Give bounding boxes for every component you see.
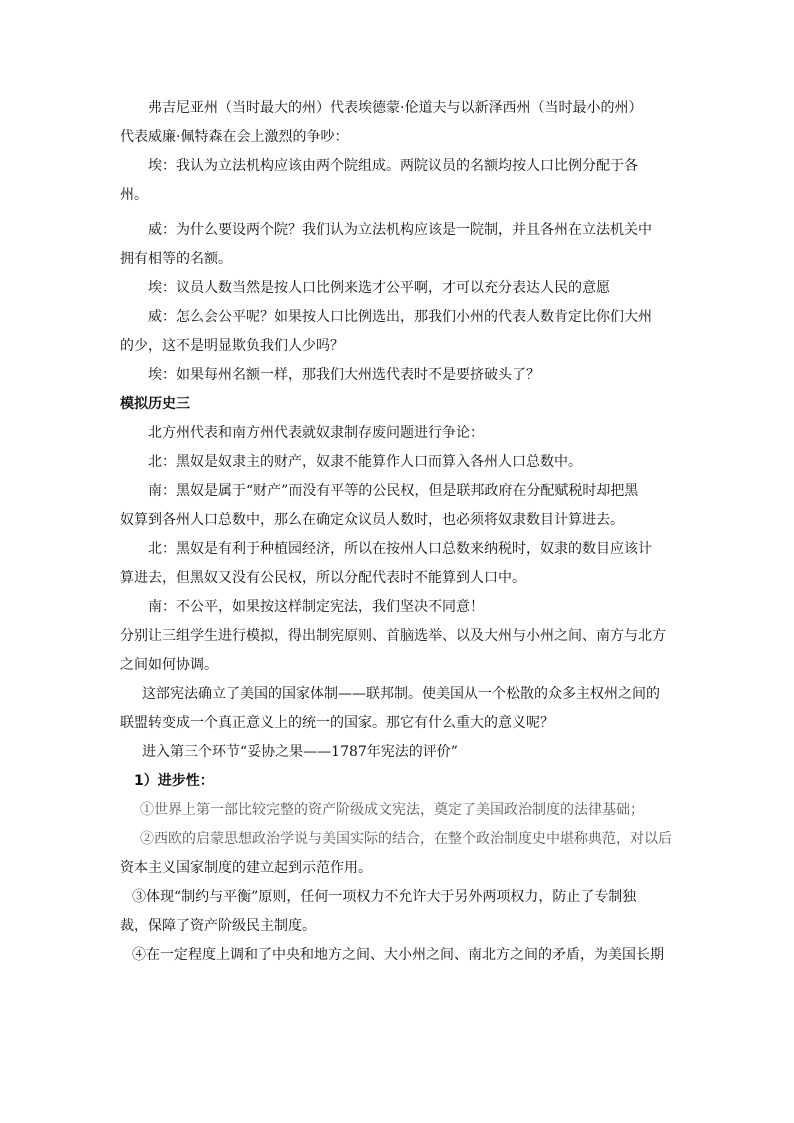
paragraph-line: 之间如何协调。: [120, 657, 218, 673]
document-page: [120, 94, 680, 970]
dialogue-line: 北：黑奴是有利于种植园经济，所以在按州人口总数来纳税时，奴隶的数目应该计: [148, 541, 652, 557]
dialogue-line: 埃：如果每州名额一样，那我们大州选代表时不是要挤破头了？: [148, 367, 540, 383]
list-item: 裁，保障了资产阶级民主制度。: [120, 918, 316, 934]
list-item: ①世界上第一部比较完整的资产阶级成文宪法，奠定了美国政治制度的法律基础；: [140, 802, 644, 818]
list-heading: 1）进步性：: [134, 773, 214, 789]
dialogue-line: 州。: [120, 187, 148, 203]
paragraph-line: 代表威廉·佩特森在会上激烈的争吵：: [120, 129, 349, 145]
dialogue-line: 的少，这不是明显欺负我们人少吗？: [120, 338, 344, 354]
paragraph-line: 联盟转变成一个真正意义上的统一的国家。那它有什么重大的意义呢？: [120, 715, 554, 731]
paragraph-line: 弗吉尼亚州（当时最大的州）代表埃德蒙·伦道夫与以新泽西州（当时最小的州）: [148, 100, 643, 116]
paragraph-line: 进入第三个环节“妥协之果——1787年宪法的评价”: [142, 744, 458, 760]
list-item: ④在一定程度上调和了中央和地方之间、大小州之间、南北方之间的矛盾，为美国长期: [132, 947, 664, 963]
dialogue-line: 埃：议员人数当然是按人口比例来选才公平啊，才可以充分表达人民的意愿: [148, 280, 610, 296]
dialogue-line: 北：黑奴是奴隶主的财产，奴隶不能算作人口而算入各州人口总数中。: [148, 454, 582, 470]
section-heading: 模拟历史三: [120, 396, 190, 412]
dialogue-line: 南：黑奴是属于“财产”而没有平等的公民权，但是联邦政府在分配赋税时却把黑: [148, 483, 639, 499]
list-item: ③体现“制约与平衡”原则，任何一项权力不允许大于另外两项权力，防止了专制独: [132, 889, 637, 905]
paragraph-line: 分别让三组学生进行模拟，得出制宪原则、首脑选举、以及大州与小州之间、南方与北方: [120, 628, 666, 644]
paragraph-line: 这部宪法确立了美国的国家体制——联邦制。使美国从一个松散的众多主权州之间的: [142, 686, 660, 702]
list-item: 资本主义国家制度的建立起到示范作用。: [120, 860, 372, 876]
dialogue-line: 奴算到各州人口总数中，那么在确定众议员人数时，也必须将奴隶数目计算进去。: [120, 512, 624, 528]
dialogue-line: 拥有相等的名额。: [120, 251, 232, 267]
dialogue-line: 威：为什么要设两个院？我们认为立法机构应该是一院制，并且各州在立法机关中: [148, 222, 652, 238]
paragraph-line: 北方州代表和南方州代表就奴隶制存废问题进行争论：: [148, 425, 484, 441]
dialogue-line: 埃：我认为立法机构应该由两个院组成。两院议员的名额均按人口比例分配于各: [148, 158, 638, 174]
dialogue-line: 南：不公平，如果按这样制定宪法，我们坚决不同意！: [148, 599, 484, 615]
dialogue-line: 算进去，但黑奴又没有公民权，所以分配代表时不能算到人口中。: [120, 570, 526, 586]
list-item: ②西欧的启蒙思想政治学说与美国实际的结合，在整个政治制度史中堪称典范，对以后: [140, 831, 672, 847]
dialogue-line: 威：怎么会公平呢？如果按人口比例选出，那我们小州的代表人数肯定比你们大州: [148, 309, 652, 325]
